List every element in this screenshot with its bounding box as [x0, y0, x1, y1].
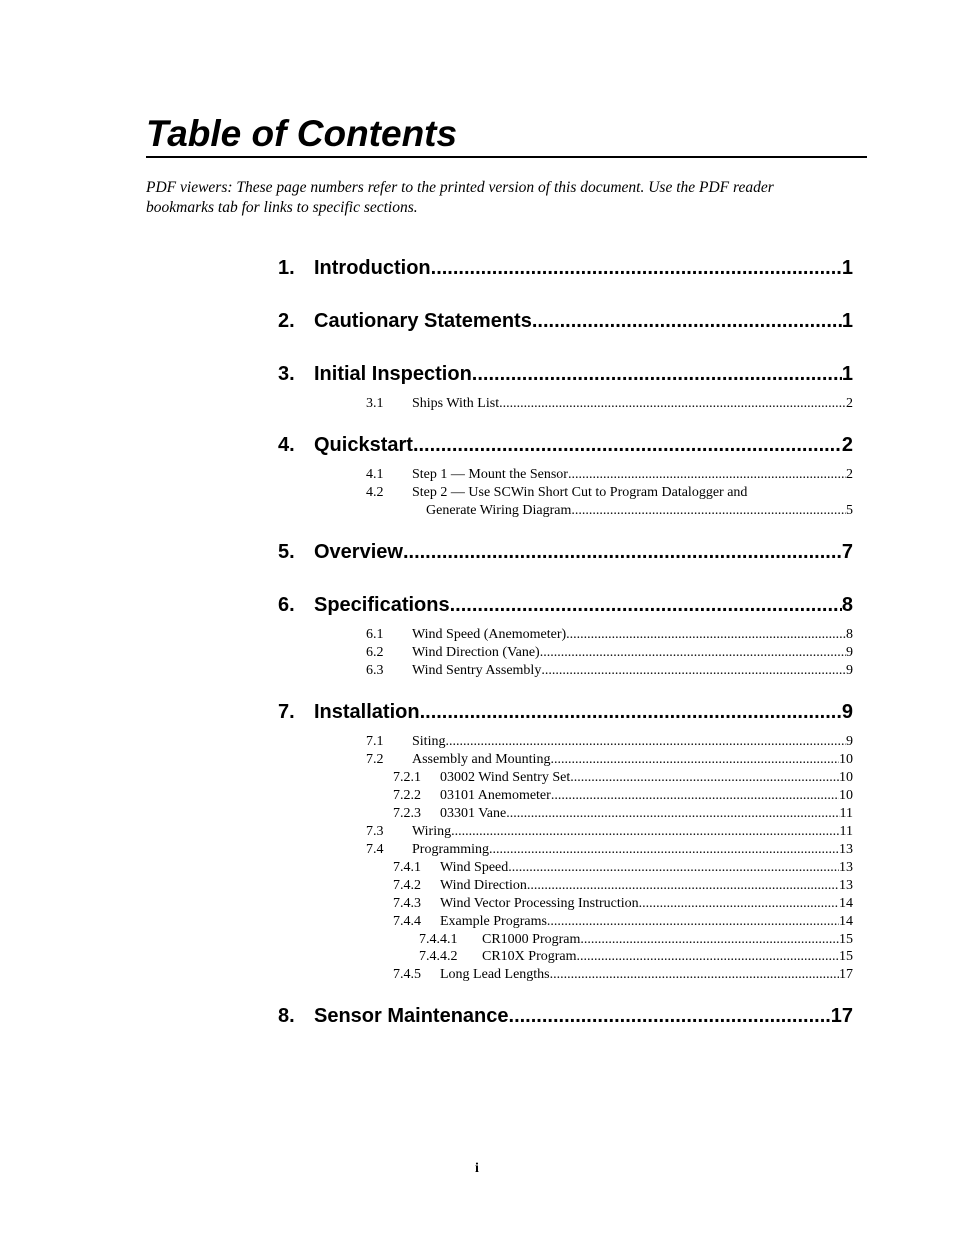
toc-title: Introduction: [314, 257, 431, 279]
toc-page: 14: [839, 914, 853, 929]
toc-entry-assembly-and-mounting[interactable]: [366, 751, 853, 769]
toc-number: 7.4.4.1: [419, 932, 458, 947]
toc-leader: [413, 431, 842, 459]
toc-leader: [450, 591, 842, 619]
toc-title: 03301 Vane: [440, 806, 507, 821]
toc-title: Siting: [412, 734, 446, 749]
toc-leader: [499, 395, 846, 413]
toc-number: 1.: [278, 257, 295, 279]
toc-number: 3.: [278, 363, 295, 385]
toc-entry-wiring[interactable]: [366, 823, 853, 841]
toc-number: 7.: [278, 701, 295, 723]
toc-entry-step-2-line-1[interactable]: [366, 484, 747, 502]
toc-number: 7.4.3: [393, 896, 421, 911]
toc-number: 8.: [278, 1005, 295, 1027]
toc-page: 5: [846, 503, 853, 518]
toc-number: 6.3: [366, 663, 384, 678]
toc-entry-wind-vector-processing[interactable]: [393, 895, 853, 913]
toc-entry-cautionary-statements[interactable]: [278, 307, 853, 335]
toc-title: CR10X Program: [482, 949, 577, 964]
toc-page: 10: [839, 770, 853, 785]
toc-entry-quickstart[interactable]: [278, 431, 853, 459]
toc-page: 2: [846, 467, 853, 482]
toc-entry-wind-speed[interactable]: [393, 859, 853, 877]
toc-leader: [547, 913, 839, 931]
toc-leader: [489, 841, 839, 859]
toc-title: Ships With List: [412, 396, 500, 411]
toc-title: Wind Direction (Vane): [412, 645, 540, 660]
toc-page: 9: [846, 645, 853, 660]
toc-leader: [541, 662, 846, 680]
toc-entry-long-lead-lengths[interactable]: [393, 966, 853, 984]
toc-entry-initial-inspection[interactable]: [278, 360, 853, 388]
toc-number: 7.4.4: [393, 914, 421, 929]
toc-leader: [445, 733, 846, 751]
toc-number: 5.: [278, 541, 295, 563]
toc-title-continued: Generate Wiring Diagram: [426, 503, 572, 518]
toc-leader: [540, 644, 846, 662]
toc-leader: [403, 538, 842, 566]
toc-entry-sensor-maintenance[interactable]: [278, 1002, 853, 1030]
toc-page: 9: [841, 701, 853, 723]
toc-title: Specifications: [314, 594, 450, 616]
toc-leader: [472, 360, 842, 388]
toc-page: 11: [839, 806, 853, 821]
toc-title: Wind Speed (Anemometer): [412, 627, 567, 642]
toc-leader: [568, 466, 846, 484]
toc-entry-cr10x-program[interactable]: [419, 948, 853, 966]
toc-entry-wind-direction[interactable]: [393, 877, 853, 895]
toc-page: 17: [839, 967, 853, 982]
toc-title: 03002 Wind Sentry Set: [440, 770, 571, 785]
toc-number: 7.4.4.2: [419, 949, 458, 964]
toc-title: Initial Inspection: [314, 363, 472, 385]
toc-title: Sensor Maintenance: [314, 1005, 509, 1027]
toc-page: 15: [839, 932, 853, 947]
toc-entry-wind-sentry-assembly[interactable]: [366, 662, 853, 680]
toc-entry-example-programs[interactable]: [393, 913, 853, 931]
toc-entry-introduction[interactable]: [278, 254, 853, 282]
toc-page: 9: [846, 734, 853, 749]
toc-page: 1: [841, 363, 853, 385]
page-number-footer: i: [475, 1161, 479, 1176]
toc-number: 7.2.3: [393, 806, 421, 821]
toc-leader: [431, 254, 842, 282]
toc-leader: [570, 769, 839, 787]
toc-number: 2.: [278, 310, 295, 332]
toc-title: Wind Direction: [440, 878, 527, 893]
toc-leader: [577, 948, 840, 966]
toc-page: 2: [841, 434, 853, 456]
toc-number: 4.2: [366, 485, 384, 500]
toc-title: Quickstart: [314, 434, 413, 456]
toc-number: 7.4.1: [393, 860, 421, 875]
toc-title: Wiring: [412, 824, 452, 839]
toc-page: 1: [841, 257, 853, 279]
toc-entry-step-2-line-2[interactable]: [426, 502, 853, 520]
toc-leader: [506, 805, 839, 823]
toc-number: 6.1: [366, 627, 384, 642]
toc-entry-03002-wind-sentry-set[interactable]: [393, 769, 853, 787]
toc-leader: [566, 626, 846, 644]
toc-entry-installation[interactable]: [278, 698, 853, 726]
toc-number: 7.2.1: [393, 770, 421, 785]
toc-page: 2: [846, 396, 853, 411]
toc-page: 7: [841, 541, 853, 563]
toc-entry-programming[interactable]: [366, 841, 853, 859]
toc-page: 8: [846, 627, 853, 642]
toc-number: 7.1: [366, 734, 384, 749]
toc-title: Wind Speed: [440, 860, 509, 875]
toc-page: 10: [839, 752, 853, 767]
toc-entry-wind-speed-anemometer[interactable]: [366, 626, 853, 644]
toc-page: 1: [841, 310, 853, 332]
toc-title: CR1000 Program: [482, 932, 581, 947]
toc-entry-specifications[interactable]: [278, 591, 853, 619]
toc-leader: [571, 502, 846, 520]
toc-page: 17: [830, 1005, 853, 1027]
toc-number: 7.2: [366, 752, 384, 767]
toc-number: 7.2.2: [393, 788, 421, 803]
toc-entry-overview[interactable]: [278, 538, 853, 566]
toc-page: 10: [839, 788, 853, 803]
toc-title: Long Lead Lengths: [440, 967, 550, 982]
toc-page: 9: [846, 663, 853, 678]
toc-number: 7.4.2: [393, 878, 421, 893]
toc-number: 7.3: [366, 824, 384, 839]
toc-entry-03301-vane[interactable]: [393, 805, 853, 823]
toc-number: 4.1: [366, 467, 384, 482]
toc-number: 4.: [278, 434, 295, 456]
toc-title: Wind Vector Processing Instruction: [440, 896, 639, 911]
toc-page: 13: [839, 878, 853, 893]
toc-entry-cr1000-program[interactable]: [419, 931, 853, 949]
toc-page: 13: [839, 860, 853, 875]
toc-number: 6.: [278, 594, 295, 616]
toc-title: Overview: [314, 541, 403, 563]
toc-leader: [550, 966, 839, 984]
toc-entry-ships-with-list[interactable]: [366, 395, 853, 413]
toc-number: 7.4: [366, 842, 384, 857]
page-title: Table of Contents: [146, 113, 458, 154]
toc-title: 03101 Anemometer: [440, 788, 551, 803]
toc-leader: [451, 823, 839, 841]
toc-leader: [550, 751, 839, 769]
toc-leader: [509, 1002, 831, 1030]
toc-entry-step-1[interactable]: [366, 466, 853, 484]
toc-title: Programming: [412, 842, 489, 857]
toc-page: 13: [839, 842, 853, 857]
toc-leader: [527, 877, 839, 895]
toc-leader: [420, 698, 842, 726]
toc-title: Step 1 — Mount the Sensor: [412, 467, 568, 482]
toc-title: Cautionary Statements: [314, 310, 532, 332]
toc-entry-siting[interactable]: [366, 733, 853, 751]
toc-number: 7.4.5: [393, 967, 421, 982]
toc-page: 14: [839, 896, 853, 911]
pdf-viewer-note: PDF viewers: These page numbers refer to the printed version of this document. Use the PDF reader bookmarks tab for links to specific sections.: [146, 179, 774, 216]
toc-leader: [580, 931, 839, 949]
toc-leader: [508, 859, 839, 877]
toc-title: Wind Sentry Assembly: [412, 663, 542, 678]
toc-page: 8: [841, 594, 853, 616]
toc-leader: [532, 307, 842, 335]
toc-entry-wind-direction-vane[interactable]: [366, 644, 853, 662]
toc-leader: [551, 787, 839, 805]
toc-number: 3.1: [366, 396, 384, 411]
toc-entry-03101-anemometer[interactable]: [393, 787, 853, 805]
toc-title: Step 2 — Use SCWin Short Cut to Program Datalogger and: [412, 485, 748, 500]
toc-page: 15: [839, 949, 853, 964]
toc-number: 6.2: [366, 645, 384, 660]
toc-leader: [639, 895, 839, 913]
toc-title: Installation: [314, 701, 420, 723]
toc-title: Example Programs: [440, 914, 547, 929]
toc-page: 11: [839, 824, 853, 839]
toc-title: Assembly and Mounting: [412, 752, 551, 767]
